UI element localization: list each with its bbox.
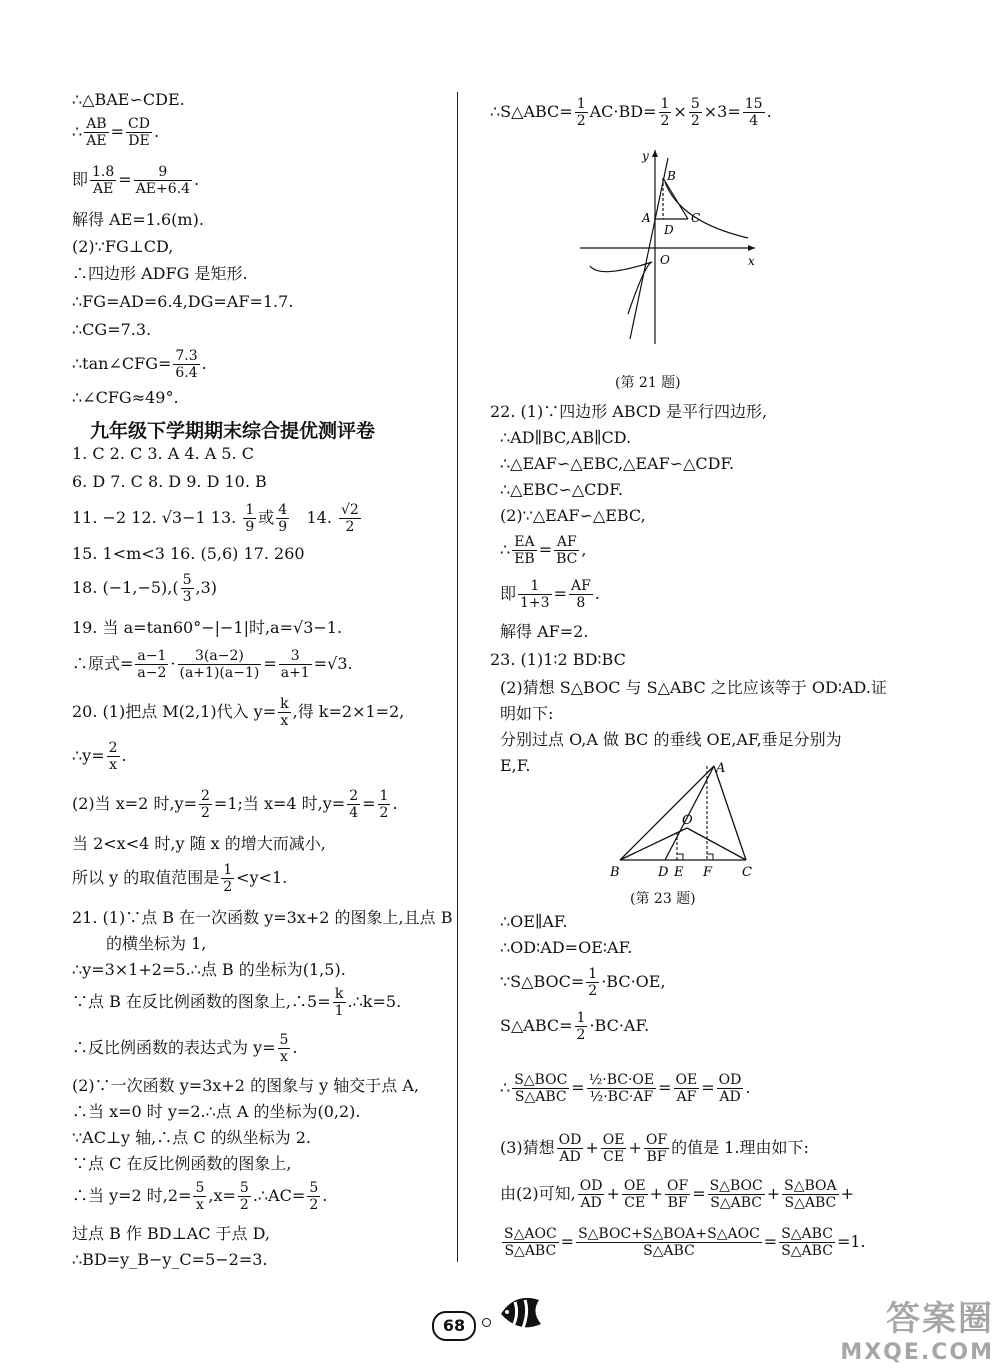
fraction: $\frac{4}{9}$ <box>278 502 288 535</box>
page-number: 68 <box>432 1311 476 1341</box>
watermark-text: 答案圈 <box>886 1299 994 1339</box>
fraction: $\frac{5}{x}$ <box>195 1180 205 1213</box>
fraction: $\frac{a-1}{a-2}$ <box>137 648 167 681</box>
fraction: $\frac{1}{2}$ <box>379 788 389 821</box>
formula-line: 所以 y 的取值范围是 $\frac{1}{2}$ <y<1. <box>72 862 288 895</box>
footer-dot <box>482 1318 491 1327</box>
formula-line: 由(2)可知, $\frac{OD}{AD}$ + $\frac{OE}{CE}$ + $\frac{OF}{BF}$ = $\frac{\text{S△BOC}}{\text{S△ABC}}$ + $\frac{\text{S△BOA}}{\text{S△ABC}}$ + <box>500 1178 855 1211</box>
fraction: $\frac{1.8}{AE}$ <box>92 164 115 197</box>
fraction: $\frac{9}{AE+6.4}$ <box>135 164 191 197</box>
text-line: 分别过点 O,A 做 BC 的垂线 OE,AF,垂足分别为 <box>500 730 842 749</box>
fig23-label-e: E <box>674 865 684 880</box>
text-line: (2)∵一次函数 y=3x+2 的图象与 y 轴交于点 A, <box>72 1076 420 1095</box>
fraction: $\frac{\text{S△ABC}}{\text{S△ABC}}$ <box>781 1226 833 1259</box>
text-line: ∴当 x=0 时 y=2.∴点 A 的坐标为(0,2). <box>72 1102 361 1121</box>
text-line: E,F. <box>500 756 531 775</box>
fraction: $\frac{1}{2}$ <box>588 966 598 999</box>
fraction: $\frac{EA}{EB}$ <box>514 534 535 567</box>
text-line: ∵AC⊥y 轴,∴点 C 的纵坐标为 2. <box>72 1128 312 1147</box>
fraction: $\frac{1}{1+3}$ <box>520 578 550 611</box>
formula-line: 即 $\frac{1.8}{AE}$ = $\frac{9}{AE+6.4}$ . <box>72 164 200 197</box>
figure-23 <box>610 760 760 880</box>
formula-line: ∵S△BOC= $\frac{1}{2}$ ·BC·OE, <box>500 966 666 999</box>
text-line: (2)猜想 S△BOC 与 S△ABC 之比应该等于 OD∶AD.证 <box>500 678 887 697</box>
watermark-url: MXQE.COM <box>840 1340 994 1365</box>
fraction: $\frac{3(a-2)}{(a+1)(a-1)}$ <box>179 648 260 681</box>
text-line: ∴△BAE∽CDE. <box>72 90 185 109</box>
text-line: ∴AD∥BC,AB∥CD. <box>500 428 632 447</box>
formula-line: ∴ $\frac{AB}{AE}$ = $\frac{CD}{DE}$ . <box>72 116 160 149</box>
formula-line: ∴反比例函数的表达式为 y= $\frac{5}{x}$ . <box>72 1032 298 1065</box>
fraction: $\frac{OD}{AD}$ <box>718 1072 742 1105</box>
text-line: ∴CG=7.3. <box>72 320 152 339</box>
text-line: ∴y=3×1+2=5.∴点 B 的坐标为(1,5). <box>72 960 346 979</box>
text-line: ∴FG=AD=6.4,DG=AF=1.7. <box>72 292 294 311</box>
fig23-label-a: A <box>716 761 726 776</box>
fraction: $\frac{OF}{BF}$ <box>645 1132 668 1165</box>
fig21-label-a: A <box>642 211 651 225</box>
fraction: $\frac{OE}{CE}$ <box>602 1132 625 1165</box>
fraction: $\frac{\text{½·BC·OE}}{\text{½·BC·AF}}$ <box>588 1072 655 1105</box>
fraction: $\frac{5}{2}$ <box>690 96 700 129</box>
answer-line: 15. 1<m<3 16. (5,6) 17. 260 <box>72 544 305 563</box>
fraction: $\frac{2}{2}$ <box>200 788 210 821</box>
fraction: $\frac{OE}{CE}$ <box>623 1178 646 1211</box>
text-line: 22. (1)∵四边形 ABCD 是平行四边形, <box>490 402 768 421</box>
text-line: 解得 AF=2. <box>500 622 589 641</box>
text-line: (2)∵△EAF∽△EBC, <box>500 506 646 525</box>
formula-line: ∵点 B 在反比例函数的图象上,∴5= $\frac{k}{1}$ .∴k=5. <box>72 986 402 1019</box>
fraction: $\frac{1}{2}$ <box>576 96 586 129</box>
text-line: 的横坐标为 1, <box>106 934 207 953</box>
fraction: $\frac{k}{1}$ <box>334 986 344 1019</box>
fraction: $\frac{5}{2}$ <box>309 1180 319 1213</box>
fraction: $\frac{1}{2}$ <box>660 96 670 129</box>
text-line: ∴四边形 ADFG 是矩形. <box>72 264 248 283</box>
answer-line: 6. D 7. C 8. D 9. D 10. B <box>72 472 267 491</box>
formula-line: ∴tan∠CFG= $\frac{7.3}{6.4}$ . <box>72 348 207 381</box>
text-line: 21. (1)∵点 B 在一次函数 y=3x+2 的图象上,且点 B <box>72 908 453 927</box>
fig23-label-d: D <box>658 865 669 880</box>
fraction: $\frac{OD}{AD}$ <box>558 1132 582 1165</box>
text-line: 23. (1)1∶2 BD∶BC <box>490 650 626 669</box>
fraction: $\frac{AB}{AE}$ <box>86 116 107 149</box>
fraction: $\frac{15}{4}$ <box>744 96 763 129</box>
text-line: 过点 B 作 BD⊥AC 于点 D, <box>72 1224 270 1243</box>
fig23-label-f: F <box>703 865 713 880</box>
formula-line: ∴当 y=2 时,2= $\frac{5}{x}$ ,x= $\frac{5}{2}$ .∴AC= $\frac{5}{2}$ . <box>72 1180 328 1213</box>
formula-line: 20. (1)把点 M(2,1)代入 y= $\frac{k}{x}$ ,得 k=2×1=2, <box>72 696 405 729</box>
formula-line: (2)当 x=2 时,y= $\frac{2}{2}$ =1;当 x=4 时,y= $\frac{2}{4}$ = $\frac{1}{2}$ . <box>72 788 398 821</box>
fraction: $\frac{1}{2}$ <box>223 862 233 895</box>
formula-line: ∴y= $\frac{2}{x}$ . <box>72 740 127 773</box>
text-line: ∴OD∶AD=OE∶AF. <box>500 938 633 957</box>
text-line: ∵点 C 在反比例函数的图象上, <box>72 1154 292 1173</box>
fig21-label-c: C <box>691 211 701 225</box>
fraction: $\frac{2}{x}$ <box>108 740 118 773</box>
formula-line: ∴ $\frac{EA}{EB}$ = $\frac{AF}{BC}$ , <box>500 534 587 567</box>
fig21-label-o: O <box>660 253 670 267</box>
fraction: $\frac{\text{S△BOA}}{\text{S△ABC}}$ <box>784 1178 837 1211</box>
fraction: $\frac{\text{S△BOC}}{\text{S△ABC}}$ <box>709 1178 763 1211</box>
text-line: ∴∠CFG≈49°. <box>72 388 179 407</box>
figure-21 <box>570 144 760 356</box>
fraction: $\frac{5}{3}$ <box>182 572 192 605</box>
fig21-label-b: B <box>667 169 676 183</box>
text-line: ∴OE∥AF. <box>500 912 568 931</box>
text-line: ∴△EAF∽△EBC,△EAF∽△CDF. <box>500 454 735 473</box>
fraction: $\frac{1}{2}$ <box>576 1010 586 1043</box>
text-line: 明如下: <box>500 704 554 723</box>
fraction: $\frac{2}{4}$ <box>349 788 359 821</box>
fraction: $\frac{\text{S△BOC}}{\text{S△ABC}}$ <box>514 1072 568 1105</box>
formula-line: 即 $\frac{1}{1+3}$ = $\frac{AF}{8}$ . <box>500 578 600 611</box>
fig21-label-y: y <box>642 149 649 163</box>
fraction: $\frac{√2}{2}$ <box>341 502 359 535</box>
formula-line: ∴原式= $\frac{a-1}{a-2}$ · $\frac{3(a-2)}{(a+1)(a-1)}$ = $\frac{3}{a+1}$ =√3. <box>72 648 353 681</box>
figure-caption: (第 21 题) <box>615 375 681 391</box>
fraction: $\frac{k}{x}$ <box>280 696 289 729</box>
text-line: (2)∵FG⊥CD, <box>72 237 174 256</box>
formula-line: $\frac{\text{S△AOC}}{\text{S△ABC}}$ = $\frac{\text{S△BOC+S△BOA+S△AOC}}{\text{S△ABC}}$ = $\frac{\text{S△ABC}}{\text{S△ABC}}$ =1. <box>504 1226 866 1259</box>
fraction: $\frac{AF}{8}$ <box>570 578 591 611</box>
fraction: $\frac{\text{S△AOC}}{\text{S△ABC}}$ <box>504 1226 557 1259</box>
formula-line: ∴S△ABC= $\frac{1}{2}$ AC·BD= $\frac{1}{2}$ × $\frac{5}{2}$ ×3= $\frac{15}{4}$ . <box>490 96 772 129</box>
fraction: $\frac{CD}{DE}$ <box>128 116 150 149</box>
fig23-label-b: B <box>610 865 620 880</box>
fraction: $\frac{7.3}{6.4}$ <box>175 348 198 381</box>
column-divider <box>457 92 458 1262</box>
text-line: ∴BD=y_B−y_C=5−2=3. <box>72 1250 268 1269</box>
formula-line: (3)猜想 $\frac{OD}{AD}$ + $\frac{OE}{CE}$ + $\frac{OF}{BF}$ 的值是 1.理由如下: <box>500 1132 809 1165</box>
answer-line: 11. −2 12. √3−1 13. $\frac{1}{9}$ 或 $\frac{4}{9}$ 14. $\frac{√2}{2}$ <box>72 502 359 535</box>
text-line: ∴△EBC∽△CDF. <box>500 480 623 499</box>
formula-line: ∴ $\frac{\text{S△BOC}}{\text{S△ABC}}$ = $\frac{\text{½·BC·OE}}{\text{½·BC·AF}}$ = $\frac{OE}{AF}$ = $\frac{OD}{AD}$ . <box>500 1072 751 1105</box>
fraction: $\frac{\text{S△BOC+S△BOA+S△AOC}}{\text{S△ABC}}$ <box>578 1226 760 1259</box>
answer-line: 1. C 2. C 3. A 4. A 5. C <box>72 444 254 463</box>
fig23-label-c: C <box>742 865 752 880</box>
fraction: $\frac{OE}{AF}$ <box>675 1072 698 1105</box>
text-line: 19. 当 a=tan60°−|−1|时,a=√3−1. <box>72 618 343 637</box>
watermark <box>840 1291 994 1365</box>
fraction: $\frac{OD}{AD}$ <box>579 1178 603 1211</box>
fig23-label-o: O <box>682 813 693 828</box>
section-title: 九年级下学期期末综合提优测评卷 <box>90 420 376 442</box>
fraction: $\frac{5}{2}$ <box>239 1180 249 1213</box>
fish-logo-icon <box>495 1290 547 1336</box>
fraction: $\frac{OF}{BF}$ <box>666 1178 689 1211</box>
fig21-label-x: x <box>748 254 755 268</box>
text-line: 解得 AE=1.6(m). <box>72 210 204 229</box>
fraction: $\frac{5}{x}$ <box>279 1032 289 1065</box>
fraction: $\frac{3}{a+1}$ <box>280 648 310 681</box>
formula-line: S△ABC= $\frac{1}{2}$ ·BC·AF. <box>500 1010 650 1043</box>
fig21-label-d: D <box>664 223 674 237</box>
fraction: $\frac{1}{9}$ <box>245 502 255 535</box>
figure-caption: (第 23 题) <box>630 891 696 907</box>
fraction: $\frac{AF}{BC}$ <box>556 534 578 567</box>
answer-line: 18. (−1,−5),( $\frac{5}{3}$ ,3) <box>72 572 218 605</box>
text-line: 当 2<x<4 时,y 随 x 的增大而减小, <box>72 834 326 853</box>
